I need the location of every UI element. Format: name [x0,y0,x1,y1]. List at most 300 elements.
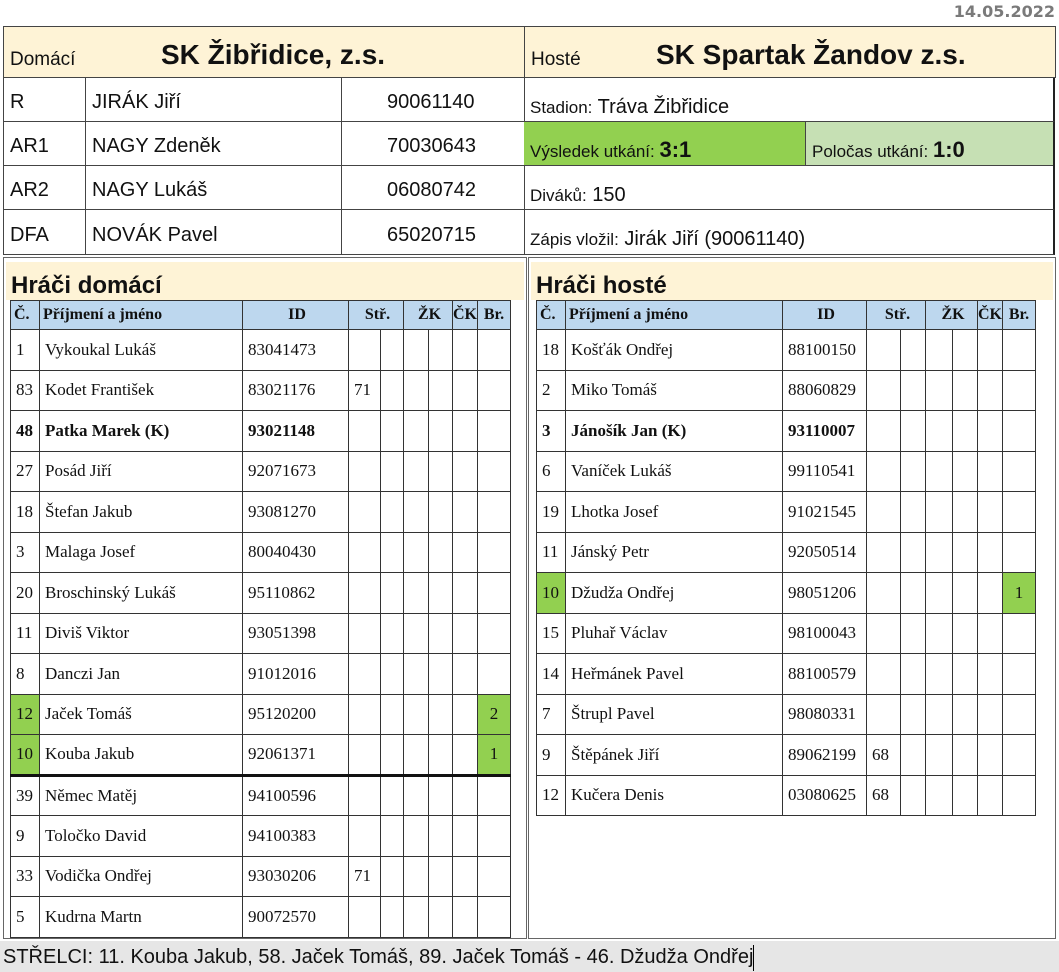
away-team-name: SK Spartak Žandov z.s. [656,39,966,70]
yellow-card-cell-2 [429,532,453,573]
red-card-cell [453,492,478,533]
col-goals: Br. [478,301,511,330]
player-name: Danczi Jan [40,654,243,695]
yellow-card-cell [404,573,429,614]
col-red: ČK [978,301,1003,330]
player-row [11,775,511,816]
player-sub-minute [867,411,901,452]
official-role: DFA [10,224,49,246]
home-players-title: Hráči domácí [6,262,524,300]
yellow-card-cell-2 [953,654,978,695]
player-row [537,735,1036,776]
halftime-value: 1:0 [932,137,965,162]
player-number: 6 [537,451,566,492]
player-goals [1003,735,1036,776]
player-sub-minute [867,330,901,371]
sub-extra-cell [381,492,404,533]
yellow-card-cell [926,613,953,654]
yellow-card-cell [404,856,429,897]
player-name: Patka Marek (K) [40,411,243,452]
player-name: Jaček Tomáš [40,694,243,735]
player-name: Štefan Jakub [40,492,243,533]
player-goals: 1 [1003,573,1036,614]
player-name: Košťák Ondřej [566,330,783,371]
sub-extra-cell [901,330,926,371]
player-sub-minute [867,573,901,614]
player-number: 12 [11,694,40,735]
yellow-card-cell-2 [429,654,453,695]
player-number: 3 [537,411,566,452]
player-id: 92061371 [243,735,349,776]
yellow-card-cell-2 [429,451,453,492]
official-name: NOVÁK Pavel [92,224,218,246]
red-card-cell [978,694,1003,735]
sub-extra-cell [901,370,926,411]
yellow-card-cell-2 [953,735,978,776]
official-id: 65020715 [387,224,476,246]
player-id: 98051206 [783,573,867,614]
player-number: 18 [537,330,566,371]
yellow-card-cell-2 [429,492,453,533]
sub-extra-cell [901,654,926,695]
red-card-cell [453,694,478,735]
spectators-label: Diváků: [530,186,587,205]
red-card-cell [453,573,478,614]
red-card-cell [978,532,1003,573]
stadium-value: Tráva Žibřidice [597,96,730,118]
away-label: Hosté [531,49,581,70]
col-number: Č. [11,301,40,330]
yellow-card-cell [404,330,429,371]
player-row [537,330,1036,371]
player-id: 90072570 [243,897,349,938]
player-name: Kučera Denis [566,775,783,816]
sub-extra-cell [381,816,404,857]
red-card-cell [978,613,1003,654]
player-number: 2 [537,370,566,411]
official-name: NAGY Lukáš [92,179,208,201]
player-name: Kodet František [40,370,243,411]
entered-by-label: Zápis vložil: [530,230,619,249]
red-card-cell [978,775,1003,816]
player-id: 94100383 [243,816,349,857]
text-cursor [753,945,754,971]
player-row [11,897,511,938]
yellow-card-cell [404,897,429,938]
player-id: 93021148 [243,411,349,452]
red-card-cell [978,451,1003,492]
red-card-cell [978,735,1003,776]
yellow-card-cell [404,694,429,735]
sub-extra-cell [381,573,404,614]
player-name: Broschinský Lukáš [40,573,243,614]
yellow-card-cell [404,613,429,654]
player-goals [478,856,511,897]
red-card-cell [453,856,478,897]
player-sub-minute: 68 [867,735,901,776]
col-sub: Stř. [349,301,404,330]
sub-extra-cell [381,451,404,492]
player-goals [1003,775,1036,816]
sub-extra-cell [901,613,926,654]
scorers-bar [0,941,1059,972]
player-goals [1003,492,1036,533]
yellow-card-cell [404,492,429,533]
player-row [537,654,1036,695]
player-id: 88060829 [783,370,867,411]
player-goals [478,654,511,695]
player-name: Jánský Petr [566,532,783,573]
player-number: 27 [11,451,40,492]
player-sub-minute [867,370,901,411]
player-row [537,532,1036,573]
player-row [537,492,1036,533]
player-number: 1 [11,330,40,371]
player-id: 93081270 [243,492,349,533]
player-sub-minute [867,654,901,695]
player-goals [1003,330,1036,371]
col-id: ID [783,301,867,330]
yellow-card-cell-2 [429,897,453,938]
player-goals [1003,411,1036,452]
player-number: 11 [537,532,566,573]
player-name: Toločko David [40,816,243,857]
yellow-card-cell-2 [429,694,453,735]
player-row [537,694,1036,735]
col-sub: Stř. [867,301,926,330]
player-id: 83021176 [243,370,349,411]
sub-extra-cell [381,694,404,735]
player-row [11,492,511,533]
player-id: 92071673 [243,451,349,492]
col-red: ČK [453,301,478,330]
player-goals [1003,532,1036,573]
player-id: 93030206 [243,856,349,897]
sub-extra-cell [901,735,926,776]
official-name: JIRÁK Jiří [92,91,181,113]
yellow-card-cell-2 [953,451,978,492]
player-number: 12 [537,775,566,816]
player-number: 33 [11,856,40,897]
player-number: 7 [537,694,566,735]
official-row [3,210,525,255]
yellow-card-cell-2 [953,492,978,533]
player-row [537,370,1036,411]
player-name: Posád Jiří [40,451,243,492]
player-name: Němec Matěj [40,775,243,816]
sub-extra-cell [381,411,404,452]
home-label: Domácí [10,49,76,70]
player-id: 03080625 [783,775,867,816]
sub-extra-cell [381,613,404,654]
home-players-panel [3,257,527,939]
yellow-card-cell-2 [953,613,978,654]
player-name: Vodička Ondřej [40,856,243,897]
red-card-cell [978,573,1003,614]
red-card-cell [978,654,1003,695]
red-card-cell [453,330,478,371]
player-row [11,654,511,695]
player-id: 88100579 [783,654,867,695]
away-players-panel [528,257,1056,939]
yellow-card-cell-2 [429,816,453,857]
player-id: 88100150 [783,330,867,371]
player-name: Štrupl Pavel [566,694,783,735]
player-name: Diviš Viktor [40,613,243,654]
yellow-card-cell [926,775,953,816]
player-number: 8 [11,654,40,695]
spectators-row [524,166,1055,210]
yellow-card-cell [404,816,429,857]
yellow-card-cell [926,492,953,533]
player-row [11,856,511,897]
player-goals [478,370,511,411]
sub-extra-cell [901,775,926,816]
player-row [537,411,1036,452]
player-sub-minute [867,694,901,735]
player-sub-minute [349,735,381,776]
red-card-cell [453,775,478,816]
yellow-card-cell [404,370,429,411]
red-card-cell [453,897,478,938]
red-card-cell [978,330,1003,371]
official-id: 06080742 [387,179,476,201]
stadium-row [524,78,1055,122]
yellow-card-cell [926,532,953,573]
sub-extra-cell [381,856,404,897]
player-row [11,573,511,614]
player-id: 93110007 [783,411,867,452]
halftime-label: Poločas utkání: [812,142,929,161]
official-name: NAGY Zdeněk [92,135,221,157]
player-number: 9 [11,816,40,857]
sub-extra-cell [901,492,926,533]
player-name: Jánošík Jan (K) [566,411,783,452]
stadium-label: Stadion: [530,98,593,117]
player-number: 10 [537,573,566,614]
entered-by-row [524,210,1055,255]
player-sub-minute [349,654,381,695]
player-number: 5 [11,897,40,938]
yellow-card-cell [926,573,953,614]
player-sub-minute [349,613,381,654]
sub-extra-cell [901,694,926,735]
player-id: 92050514 [783,532,867,573]
sub-extra-cell [901,451,926,492]
player-number: 18 [11,492,40,533]
red-card-cell [453,654,478,695]
player-sub-minute: 71 [349,370,381,411]
player-id: 99110541 [783,451,867,492]
col-name: Příjmení a jméno [566,301,783,330]
player-id: 91021545 [783,492,867,533]
player-sub-minute [349,897,381,938]
red-card-cell [453,370,478,411]
sub-extra-cell [381,370,404,411]
player-sub-minute [867,451,901,492]
player-sub-minute [349,775,381,816]
sub-extra-cell [901,411,926,452]
player-id: 98100043 [783,613,867,654]
yellow-card-cell-2 [953,694,978,735]
player-row [11,451,511,492]
yellow-card-cell-2 [429,735,453,776]
player-goals [478,532,511,573]
player-id: 95120200 [243,694,349,735]
home-team-name: SK Žibřidice, z.s. [161,39,386,70]
yellow-card-cell-2 [953,775,978,816]
player-row [11,411,511,452]
yellow-card-cell-2 [429,856,453,897]
player-id: 89062199 [783,735,867,776]
player-goals [478,573,511,614]
yellow-card-cell-2 [953,330,978,371]
result-value: 3:1 [659,137,692,162]
col-yellow: ŽK [926,301,978,330]
player-name: Malaga Josef [40,532,243,573]
yellow-card-cell-2 [429,411,453,452]
yellow-card-cell-2 [429,573,453,614]
red-card-cell [978,492,1003,533]
col-goals: Br. [1003,301,1036,330]
official-row [3,78,525,122]
red-card-cell [453,613,478,654]
player-id: 95110862 [243,573,349,614]
player-number: 39 [11,775,40,816]
player-goals [478,411,511,452]
away-team-header [524,26,1056,78]
official-id: 90061140 [387,91,475,113]
red-card-cell [453,816,478,857]
player-row [11,370,511,411]
player-name: Kouba Jakub [40,735,243,776]
player-name: Vaníček Lukáš [566,451,783,492]
home-team-header [3,26,525,78]
player-name: Heřmánek Pavel [566,654,783,695]
sub-extra-cell [901,573,926,614]
player-number: 83 [11,370,40,411]
player-row [537,451,1036,492]
col-number: Č. [537,301,566,330]
yellow-card-cell-2 [429,370,453,411]
result-row-border [524,122,1055,166]
away-players-title: Hráči hosté [531,262,1053,300]
scorers-text: STŘELCI: 11. Kouba Jakub, 58. Jaček Tomáš, 89. Jaček Tomáš - 46. Džudža Ondřej [3,946,754,968]
player-row [537,613,1036,654]
player-sub-minute [349,330,381,371]
yellow-card-cell [404,451,429,492]
player-goals [1003,370,1036,411]
player-id: 93051398 [243,613,349,654]
player-row [11,613,511,654]
yellow-card-cell [926,451,953,492]
player-id: 94100596 [243,775,349,816]
player-sub-minute: 68 [867,775,901,816]
yellow-card-cell-2 [953,411,978,452]
yellow-card-cell-2 [429,613,453,654]
red-card-cell [453,411,478,452]
yellow-card-cell-2 [953,532,978,573]
official-row [3,122,525,166]
player-goals [478,330,511,371]
yellow-card-cell [404,532,429,573]
player-sub-minute [349,411,381,452]
player-number: 48 [11,411,40,452]
red-card-cell [453,735,478,776]
player-name: Vykoukal Lukáš [40,330,243,371]
player-sub-minute [349,816,381,857]
red-card-cell [978,411,1003,452]
red-card-cell [453,451,478,492]
yellow-card-cell-2 [429,330,453,371]
player-number: 19 [537,492,566,533]
player-row [537,775,1036,816]
player-row [537,573,1036,614]
player-goals [478,613,511,654]
spectators-value: 150 [592,184,626,206]
red-card-cell [453,532,478,573]
official-role: AR2 [10,179,49,201]
player-id: 83041473 [243,330,349,371]
player-id: 80040430 [243,532,349,573]
yellow-card-cell-2 [953,370,978,411]
player-row [11,694,511,735]
sub-extra-cell [381,532,404,573]
sub-extra-cell [381,330,404,371]
yellow-card-cell-2 [953,573,978,614]
entered-by-value: Jirák Jiří (90061140) [624,228,806,250]
player-sub-minute [349,492,381,533]
home-players-table [10,300,511,938]
sub-extra-cell [381,735,404,776]
player-name: Džudža Ondřej [566,573,783,614]
player-goals [478,775,511,816]
player-sub-minute: 71 [349,856,381,897]
away-players-table [536,300,1036,816]
official-role: AR1 [10,135,49,157]
yellow-card-cell [926,330,953,371]
yellow-card-cell [926,411,953,452]
official-row [3,166,525,210]
col-yellow: ŽK [404,301,453,330]
col-name: Příjmení a jméno [40,301,243,330]
player-id: 91012016 [243,654,349,695]
player-goals [1003,451,1036,492]
player-sub-minute [867,492,901,533]
player-goals [1003,694,1036,735]
yellow-card-cell-2 [429,775,453,816]
col-id: ID [243,301,349,330]
player-goals [1003,613,1036,654]
player-sub-minute [867,613,901,654]
yellow-card-cell [926,654,953,695]
official-id: 70030643 [387,135,476,157]
player-number: 10 [11,735,40,776]
sub-extra-cell [901,532,926,573]
yellow-card-cell [926,735,953,776]
player-sub-minute [349,451,381,492]
match-date: 14.05.2022 [953,2,1055,21]
player-name: Miko Tomáš [566,370,783,411]
yellow-card-cell [404,654,429,695]
player-name: Lhotka Josef [566,492,783,533]
player-goals [1003,654,1036,695]
player-sub-minute [349,532,381,573]
player-id: 98080331 [783,694,867,735]
sub-extra-cell [381,897,404,938]
player-name: Štěpánek Jiří [566,735,783,776]
player-goals [478,451,511,492]
